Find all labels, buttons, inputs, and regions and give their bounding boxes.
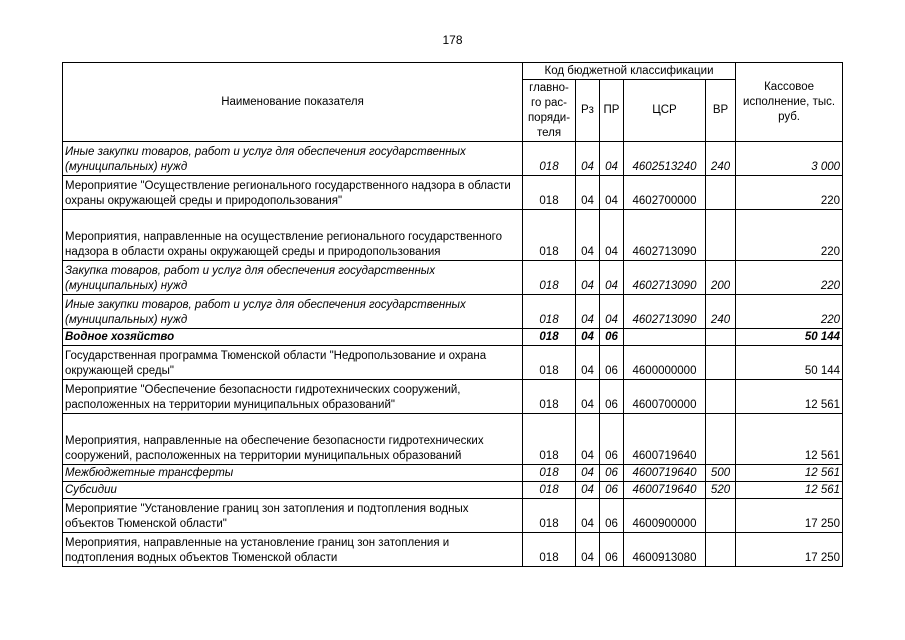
cell-glavn: 018	[523, 499, 576, 533]
cell-csr: 4600719640	[624, 414, 706, 465]
cell-name: Мероприятия, направленные на установление границ зон затопления и подтопления водных объектов Тюменской области	[63, 533, 523, 567]
header-name: Наименование показателя	[63, 63, 523, 142]
cell-csr: 4600700000	[624, 380, 706, 414]
cell-name: Иные закупки товаров, работ и услуг для обеспечения государственных (муниципальных) нужд	[63, 142, 523, 176]
cell-pr: 06	[600, 465, 624, 482]
cell-csr: 4602513240	[624, 142, 706, 176]
budget-table	[62, 62, 843, 567]
cell-vr	[706, 380, 736, 414]
header-pr: ПР	[600, 80, 624, 142]
cell-rz: 04	[576, 499, 600, 533]
header-amount: Кассовое исполнение, тыс. руб.	[736, 63, 843, 142]
cell-glavn: 018	[523, 329, 576, 346]
cell-glavn: 018	[523, 482, 576, 499]
cell-name: Мероприятия, направленные на обеспечение безопасности гидротехнических сооружений, расположенных на территории муниципальных образований	[63, 414, 523, 465]
cell-vr	[706, 176, 736, 210]
cell-csr: 4602713090	[624, 210, 706, 261]
header-rz: Рз	[576, 80, 600, 142]
cell-glavn: 018	[523, 414, 576, 465]
table-row	[63, 210, 843, 261]
cell-pr: 06	[600, 346, 624, 380]
cell-csr: 4600913080	[624, 533, 706, 567]
cell-vr: 520	[706, 482, 736, 499]
cell-glavn: 018	[523, 346, 576, 380]
cell-name: Водное хозяйство	[63, 329, 523, 346]
cell-rz: 04	[576, 346, 600, 380]
cell-glavn: 018	[523, 142, 576, 176]
header-code-group: Код бюджетной классификации	[523, 63, 736, 80]
cell-csr: 4602713090	[624, 261, 706, 295]
cell-rz: 04	[576, 380, 600, 414]
table-body	[63, 142, 843, 567]
cell-csr: 4600719640	[624, 482, 706, 499]
cell-pr: 04	[600, 261, 624, 295]
cell-vr	[706, 346, 736, 380]
cell-pr: 06	[600, 329, 624, 346]
table-row	[63, 329, 843, 346]
cell-amount: 3 000	[736, 142, 843, 176]
cell-pr: 06	[600, 414, 624, 465]
cell-amount: 12 561	[736, 414, 843, 465]
cell-csr: 4600719640	[624, 465, 706, 482]
cell-vr: 500	[706, 465, 736, 482]
cell-rz: 04	[576, 465, 600, 482]
page-number: 178	[442, 33, 463, 47]
cell-vr	[706, 210, 736, 261]
cell-amount: 17 250	[736, 533, 843, 567]
cell-glavn: 018	[523, 210, 576, 261]
cell-vr: 240	[706, 142, 736, 176]
cell-amount: 12 561	[736, 380, 843, 414]
cell-amount: 12 561	[736, 482, 843, 499]
cell-glavn: 018	[523, 533, 576, 567]
cell-amount: 220	[736, 261, 843, 295]
cell-name: Мероприятие "Обеспечение безопасности гидротехнических сооружений, расположенных на территории муниципальных образований"	[63, 380, 523, 414]
table-row	[63, 533, 843, 567]
table-row	[63, 499, 843, 533]
table-row	[63, 380, 843, 414]
cell-csr: 4600000000	[624, 346, 706, 380]
cell-amount: 220	[736, 176, 843, 210]
cell-pr: 04	[600, 142, 624, 176]
table-row	[63, 346, 843, 380]
cell-name: Субсидии	[63, 482, 523, 499]
cell-name: Межбюджетные трансферты	[63, 465, 523, 482]
table-row	[63, 482, 843, 499]
cell-amount: 50 144	[736, 346, 843, 380]
cell-rz: 04	[576, 482, 600, 499]
cell-vr	[706, 329, 736, 346]
cell-csr	[624, 329, 706, 346]
cell-amount: 12 561	[736, 465, 843, 482]
table-row	[63, 176, 843, 210]
cell-vr	[706, 499, 736, 533]
cell-rz: 04	[576, 295, 600, 329]
cell-glavn: 018	[523, 295, 576, 329]
cell-pr: 06	[600, 533, 624, 567]
table-row	[63, 465, 843, 482]
cell-name: Мероприятие "Установление границ зон затопления и подтопления водных объектов Тюменской области"	[63, 499, 523, 533]
table-header	[63, 63, 843, 142]
header-vr: ВР	[706, 80, 736, 142]
cell-vr: 240	[706, 295, 736, 329]
cell-name: Иные закупки товаров, работ и услуг для обеспечения государственных (муниципальных) нужд	[63, 295, 523, 329]
cell-glavn: 018	[523, 261, 576, 295]
table-row	[63, 295, 843, 329]
table-row	[63, 261, 843, 295]
table-row	[63, 414, 843, 465]
cell-pr: 06	[600, 482, 624, 499]
cell-rz: 04	[576, 210, 600, 261]
cell-amount: 50 144	[736, 329, 843, 346]
cell-rz: 04	[576, 261, 600, 295]
cell-amount: 220	[736, 295, 843, 329]
cell-pr: 04	[600, 295, 624, 329]
cell-vr	[706, 533, 736, 567]
cell-rz: 04	[576, 329, 600, 346]
cell-glavn: 018	[523, 380, 576, 414]
cell-name: Государственная программа Тюменской области "Недропользование и охрана окружающей среды"	[63, 346, 523, 380]
cell-glavn: 018	[523, 465, 576, 482]
header-glavn: главно-го рас-поряди-теля	[523, 80, 576, 142]
cell-vr	[706, 414, 736, 465]
cell-name: Закупка товаров, работ и услуг для обеспечения государственных (муниципальных) нужд	[63, 261, 523, 295]
cell-csr: 4600900000	[624, 499, 706, 533]
cell-glavn: 018	[523, 176, 576, 210]
cell-rz: 04	[576, 533, 600, 567]
cell-amount: 17 250	[736, 499, 843, 533]
header-csr: ЦСР	[624, 80, 706, 142]
cell-vr: 200	[706, 261, 736, 295]
cell-rz: 04	[576, 142, 600, 176]
cell-rz: 04	[576, 414, 600, 465]
cell-pr: 04	[600, 176, 624, 210]
cell-pr: 04	[600, 210, 624, 261]
cell-pr: 06	[600, 380, 624, 414]
cell-amount: 220	[736, 210, 843, 261]
cell-csr: 4602700000	[624, 176, 706, 210]
cell-rz: 04	[576, 176, 600, 210]
table-row	[63, 142, 843, 176]
cell-name: Мероприятия, направленные на осуществление регионального государственного надзора в области охраны окружающей среды и природопользования	[63, 210, 523, 261]
cell-csr: 4602713090	[624, 295, 706, 329]
cell-pr: 06	[600, 499, 624, 533]
cell-name: Мероприятие "Осуществление регионального государственного надзора в области охраны окружающей среды и природопользования"	[63, 176, 523, 210]
